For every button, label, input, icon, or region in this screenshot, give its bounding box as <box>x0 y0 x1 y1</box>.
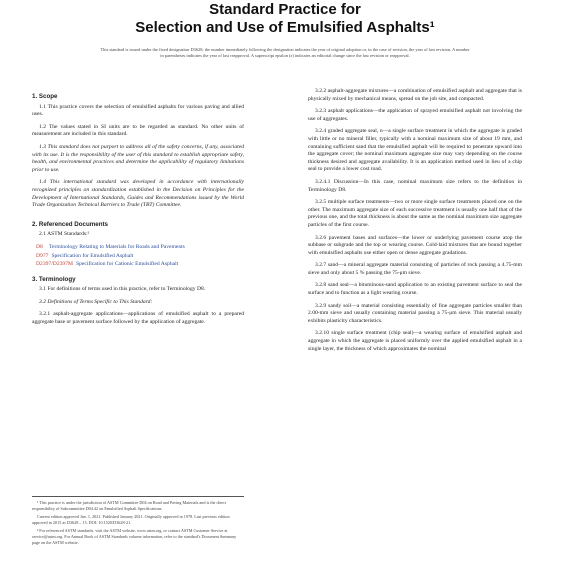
reference-title-link[interactable]: Specification for Cationic Emulsified Asphalt <box>75 261 179 268</box>
paragraph-3-2-1: 3.2.1 asphalt-aggregate applications—applications of emulsified asphalt to a prepared aggregate base or pavement surface followed by the application of aggregate. <box>32 311 244 326</box>
section-heading-referenced-documents: 2. Referenced Documents <box>32 220 108 228</box>
paragraph-2-1: 2.1 ASTM Standards:² <box>39 231 90 238</box>
reference-code[interactable]: D8 <box>36 243 43 250</box>
section-heading-scope: 1. Scope <box>32 93 58 100</box>
paragraph-1-1: 1.1 This practice covers the selection of emulsified asphalts for various paving and allied uses. <box>32 103 244 118</box>
reference-item[interactable] <box>36 261 244 269</box>
paragraph-3-2-7: 3.2.7 sand—a mineral aggregate material consisting of particles of rock passing a 4.75-mm sieve and only about 5 % passing the 75-μm sieve. <box>308 262 522 276</box>
left-column <box>32 93 244 332</box>
paragraph-3-2: 3.2 Definitions of Terms Specific to This Standard: <box>39 298 153 305</box>
paragraph-3-2-10: 3.2.10 single surface treatment (chip seal)—a wearing surface of emulsified asphalt and aggregate in which the aggregate is placed uniformly over the applied emulsified asphalt in a single layer, the thickness of which approximates the nominal <box>308 330 522 352</box>
footnote-2: Current edition approved Jan. 1, 2021. Published January 2021. Originally approved in 1978. Last previous edition approved in 2015 as D3628 – 15. DOI: 10.1520/D3628-21. <box>32 514 230 525</box>
footnote-1: ¹ This practice is under the jurisdiction of ASTM Committee D04 on Road and Paving Materials and is the direct responsibility of Subcommittee D04.42 on Emulsified Asphalt Specifications. <box>32 500 226 511</box>
footnotes <box>32 496 244 548</box>
paragraph-3-1: 3.1 For definitions of terms used in this practice, refer to Terminology D8. <box>39 286 206 293</box>
section-heading-terminology: 3. Terminology <box>32 275 76 283</box>
reference-title-link[interactable]: Specification for Emulsified Asphalt <box>51 252 134 259</box>
paragraph-3-2-3: 3.2.3 asphalt applications—the application of sprayed emulsified asphalt not involving the use of aggregates. <box>308 108 522 122</box>
reference-item[interactable] <box>36 244 244 252</box>
reference-code[interactable]: D977 <box>36 252 49 259</box>
paragraph-3-2-8: 3.2.8 sand seal—a bituminous-sand application to an existing pavement surface to seal the surface and to function as a light wearing course. <box>308 282 522 297</box>
reference-code[interactable]: D2397/D2397M <box>36 261 73 268</box>
footnote-3: ² For referenced ASTM standards, visit the ASTM website, www.astm.org, or contact ASTM Customer Service at service@astm.org. For Annual Book of ASTM Standards volume information, refer to the standard's Document Summary page on the ASTM website. <box>32 528 237 545</box>
paragraph-1-2: 1.2 The values stated in SI units are to be regarded as standard. No other units of measurement are included in this standard. <box>32 123 244 138</box>
paragraph-3-2-2: 3.2.2 asphalt-aggregate mixtures—a combination of emulsified asphalt and aggregate that is physically mixed by mechanical means, spread on the job site, and compacted. <box>308 88 522 102</box>
standard-note: This standard is issued under the fixed designation D3628; the number immediately following the designation indicates the year of original adoption or, in the case of revision, the year of last revision. A number in parentheses indicates the year of last reapproval. A superscript epsilon (ε) indicates an editorial change since the last revision or reapproval. <box>100 47 470 58</box>
paragraph-1-3: 1.3 This standard does not purport to address all of the safety concerns, if any, associated with its use. It is the responsibility of the user of this standard to establish appropriate safety, health, and environmental practices and determine the applicability of regulatory limitations prior to use. <box>32 143 244 173</box>
paragraph-3-2-9: 3.2.9 sandy soil—a material consisting essentially of fine aggregate particles smaller than 2.00-mm sieve and usually containing material passing a 75-μm sieve. This material usually exhibits plasticity characteristics. <box>308 302 522 324</box>
paragraph-3-2-6: 3.2.6 pavement bases and surfaces—the lower or underlying pavement course atop the subbase or subgrade and the top or wearing course. Cold-laid mixtures that are bound together with emulsified asphalts use either open or dense aggregate gradations. <box>308 234 522 256</box>
paragraph-1-4: 1.4 This international standard was developed in accordance with internationally recognized principles on standardization established in the Decision on Principles for the Development of International Standards, Guides and Recommendations issued by the World Trade Organization Technical Barriers to Trade (TBT) Committee. <box>32 179 244 209</box>
paragraph-3-2-4-1: 3.2.4.1 Discussion—In this case, nominal maximum size refers to the definition in Terminology D8. <box>308 178 522 193</box>
right-column <box>308 88 522 358</box>
paragraph-3-2-4: 3.2.4 graded aggregate seal, n—a single surface treatment in which the aggregate is graded with little or no mineral filler, typically with a nominal maximum size of about 19 mm, and containing sufficient sand that the emulsified asphalt will be required to penetrate upward into the aggregate cover; the nominal maximum aggregate size may vary depending on the course thickness desired and aggregate availability. It is an application method used in lieu of a chip seal to provide a lower cost road. <box>308 128 522 173</box>
document-title: Selection and Use of Emulsified Asphalts¹ <box>135 19 435 36</box>
title-line-1: Standard Practice for <box>209 1 361 18</box>
reference-title-link[interactable]: Terminology Relating to Materials for Roads and Pavements <box>49 243 185 250</box>
reference-item[interactable] <box>36 253 244 261</box>
paragraph-3-2-5: 3.2.5 multiple surface treatments—two or more single surface treatments placed one on the other. The maximum aggregate size of each successive treatment is usually one half that of the previous one, and the total thickness is about the same as the nominal maximum size aggregate particles of the first course. <box>308 199 522 228</box>
